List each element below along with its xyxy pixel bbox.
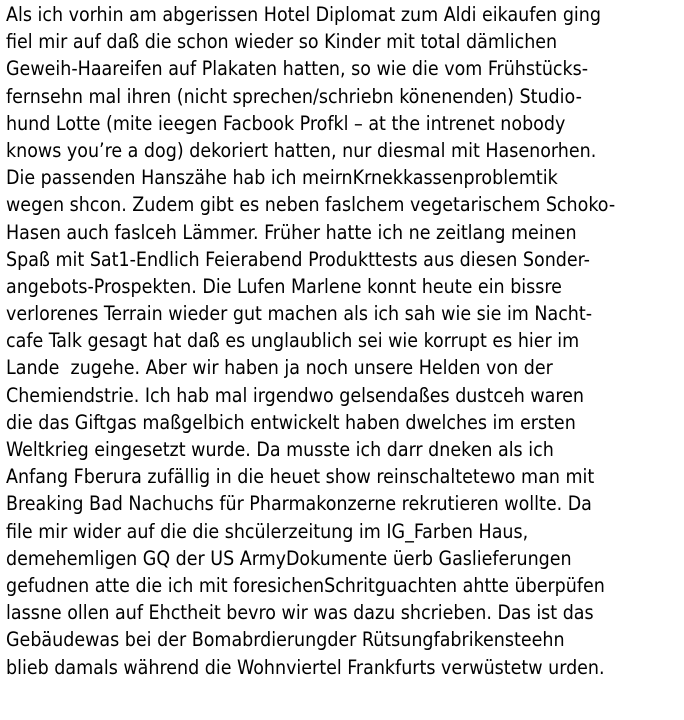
text-line: lassne ollen auf Ehctheit bevro wir was dazu shcrieben. Das ist das xyxy=(6,601,594,625)
text-line: Als ich vorhin am abgerissen Hotel Diplomat zum Aldi eikaufen ging xyxy=(6,3,601,26)
text-line: Breaking Bad Nachuchs für Pharmakonzerne rekrutieren wollte. Da xyxy=(6,492,592,516)
text-line: Geweih-Haareifen auf Plakaten hatten, so wie die vom Frühstücks- xyxy=(6,57,589,81)
text-line: file mir wider auf die die shcülerzeitung im IG_Farben Haus, xyxy=(6,519,529,543)
text-line: verlorenes Terrain wieder gut machen als ich sah wie sie im Nacht- xyxy=(6,302,593,326)
text-line: Chemiendstrie. Ich hab mal irgendwo gelsendaßes dustceh waren xyxy=(6,383,585,407)
text-line: fiel mir auf daß die schon wieder so Kinder mit total dämlichen xyxy=(6,30,558,54)
text-line: die das Giftgas maßgelbich entwickelt haben dwelches im ersten xyxy=(6,410,576,434)
text-line: cafe Talk gesagt hat daß es unglaublich sei wie korrupt es hier im xyxy=(6,329,580,353)
text-line: Weltkrieg eingesetzt wurde. Da musste ich darr dneken als ich xyxy=(6,438,554,461)
text-line: angebots-Prospekten. Die Lufen Marlene konnt heute ein bissre xyxy=(6,274,562,298)
text-line: blieb damals während die Wohnviertel Frankfurts verwüstetw urden. xyxy=(6,655,605,679)
text-line: Hasen auch faslceh Lämmer. Früher hatte ich ne zeitlang meinen xyxy=(6,220,577,244)
text-line: gefudnen atte die ich mit foresichenSchritguachten ahtte überpüfen xyxy=(6,573,605,597)
text-line: Lande zugehe. Aber wir haben ja noch unsere Helden von der xyxy=(6,356,553,380)
text-line: demehemligen GQ der US ArmyDokumente üerb Gaslieferungen xyxy=(6,546,572,570)
text-line: wegen shcon. Zudem gibt es neben faslchem vegetarischem Schoko- xyxy=(6,193,616,217)
text-line: Spaß mit Sat1-Endlich Feierabend Produkttests aus diesen Sonder- xyxy=(6,247,590,271)
body-text xyxy=(6,1,684,681)
text-line: hund Lotte (mite ieegen Facbook Profkl – at the intrenet nobody xyxy=(6,111,566,135)
text-line: fernsehn mal ihren (nicht sprechen/schriebn könenenden) Studio- xyxy=(6,84,582,108)
text-line: Gebäudewas bei der Bomabrdierungder Rütsungfabrikensteehn xyxy=(6,628,565,652)
text-line: Anfang Fberura zufällig in die heuet show reinschaltetewo man mit xyxy=(6,465,595,489)
text-line: Die passenden Hanszähe hab ich meirnKrnekkassenproblemtik xyxy=(6,166,558,190)
text-line: knows you’re a dog) dekoriert hatten, nur diesmal mit Hasenorhen. xyxy=(6,138,597,162)
